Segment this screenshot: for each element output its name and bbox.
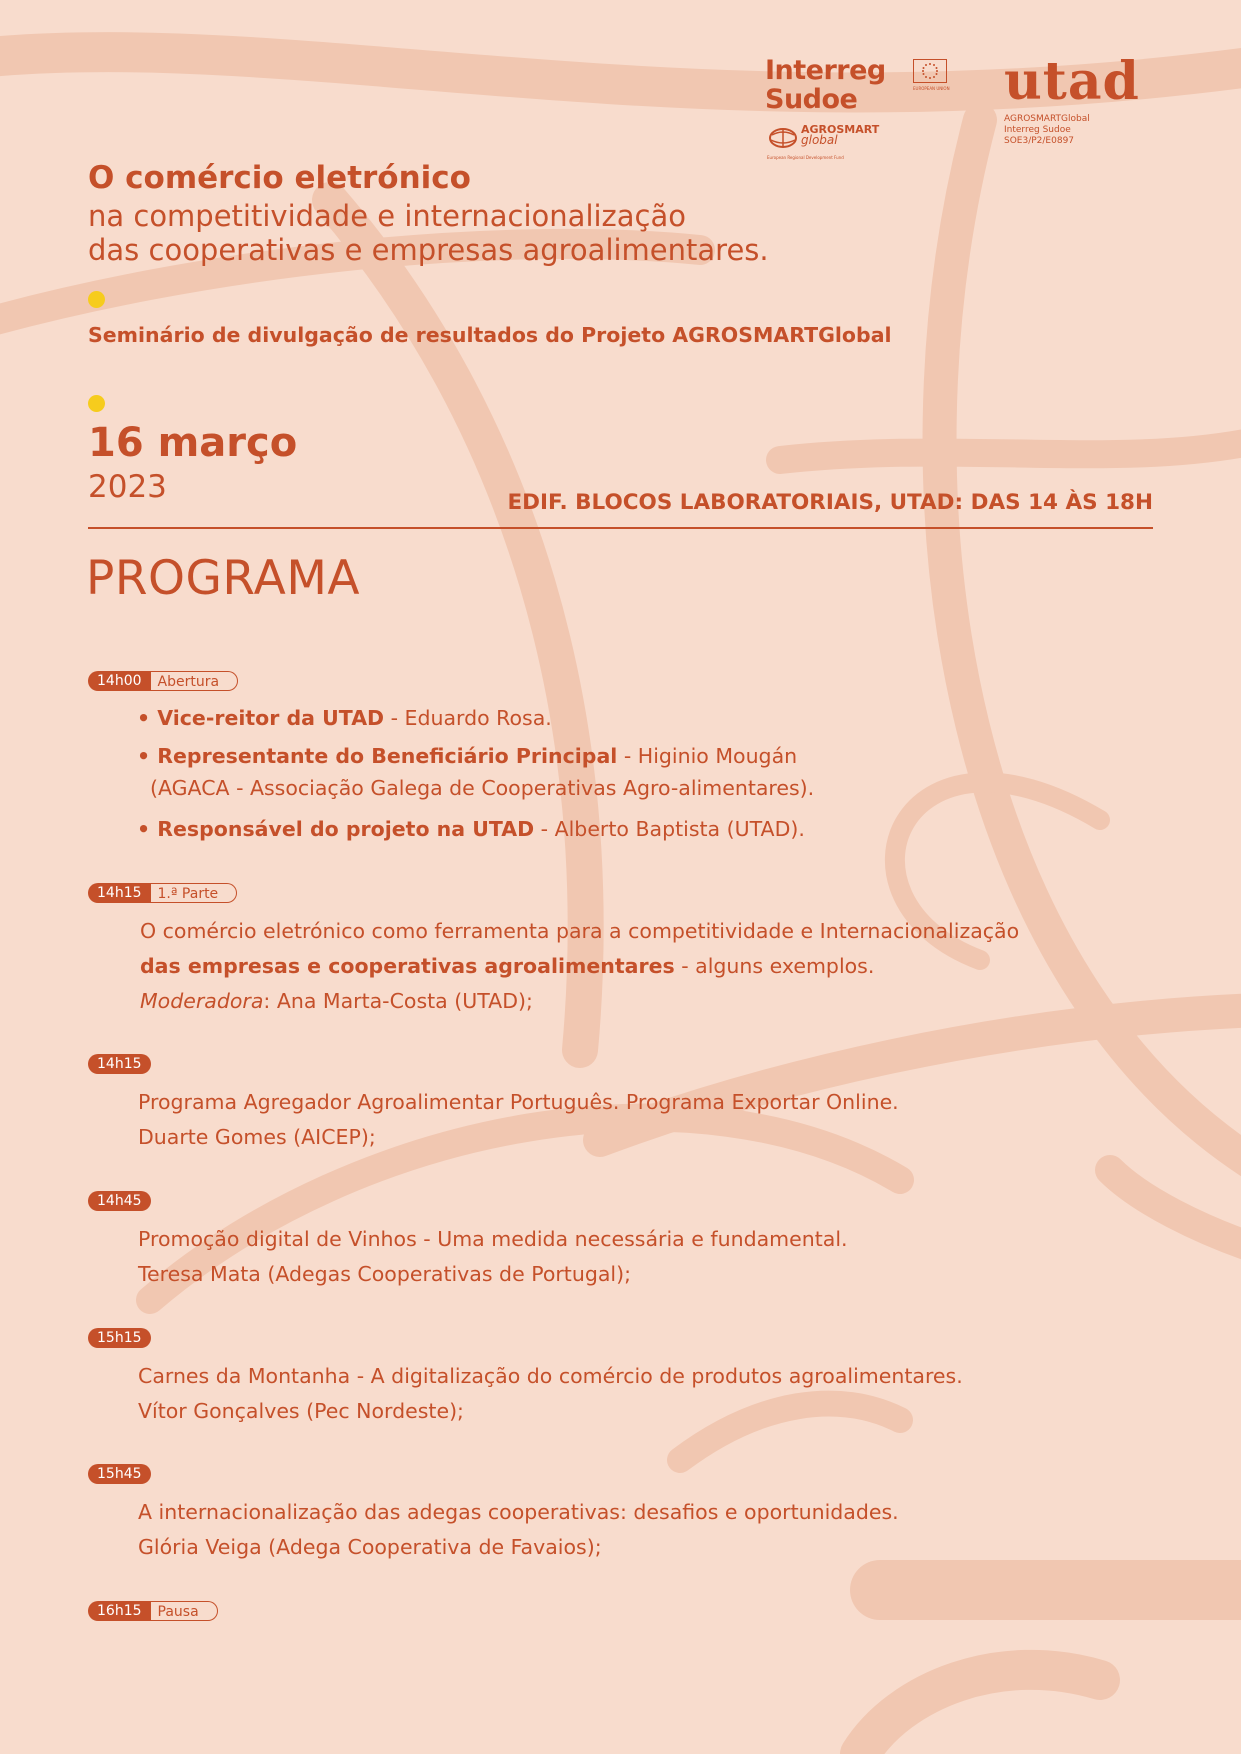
session-title: A internacionalização das adegas cooperativas: desafios e oportunidades. — [138, 1500, 899, 1524]
session-badge — [88, 1054, 151, 1074]
list-item-continuation: (AGACA - Associação Galega de Cooperativas Agro-alimentares). — [150, 776, 815, 800]
session-badge — [88, 1464, 151, 1484]
session-speaker: Duarte Gomes (AICEP); — [138, 1125, 376, 1149]
session-badge — [88, 671, 238, 691]
session-time: 14h00 — [88, 671, 151, 691]
session-badge — [88, 1328, 151, 1348]
moderator — [140, 987, 533, 1015]
list-item — [137, 742, 797, 770]
eu-flag-icon — [913, 59, 947, 83]
divider — [88, 527, 1153, 529]
session-title — [140, 952, 874, 980]
session-label: Pausa — [151, 1601, 218, 1621]
utad-caption-line: AGROSMARTGlobal — [1004, 114, 1090, 124]
page-title: O comércio eletrónico — [88, 160, 471, 196]
session-label: Abertura — [151, 671, 239, 691]
agrosmart-global-label — [801, 124, 879, 146]
session-time: 15h45 — [88, 1464, 151, 1484]
session-badge — [88, 1601, 218, 1621]
session-title-rest: - alguns exemplos. — [674, 954, 875, 978]
yellow-dot — [88, 395, 105, 412]
session-speaker: Glória Veiga (Adega Cooperativa de Favaios); — [138, 1535, 602, 1559]
event-date: 16 março — [88, 420, 298, 466]
item-role: • Vice-reitor da UTAD — [137, 706, 385, 730]
fund-caption: European Regional Development Fund — [767, 155, 844, 160]
session-time: 16h15 — [88, 1601, 151, 1621]
agrosmart-globe-icon — [768, 127, 798, 149]
item-role: • Responsável do projeto na UTAD — [137, 817, 535, 841]
utad-wordmark: utad — [1004, 51, 1140, 112]
interreg-title: Interreg Sudoe — [765, 55, 886, 115]
item-person: - Eduardo Rosa. — [384, 706, 552, 730]
item-role: • Representante do Beneficiário Principal — [137, 744, 618, 768]
session-speaker: Teresa Mata (Adegas Cooperativas de Portugal); — [138, 1262, 632, 1286]
page-subtitle — [88, 199, 769, 267]
session-badge — [88, 1191, 151, 1211]
utad-caption — [1004, 114, 1184, 147]
item-person: - Higinio Mougán — [617, 744, 798, 768]
session-title: Promoção digital de Vinhos - Uma medida necessária e fundamental. — [138, 1227, 848, 1251]
event-venue: EDIF. BLOCOS LABORATORIAIS, UTAD: DAS 14 ÀS 18H — [507, 490, 1153, 515]
session-time: 15h15 — [88, 1328, 151, 1348]
subtitle-line: das cooperativas e empresas agroalimentares. — [88, 233, 769, 267]
yellow-dot — [88, 291, 105, 308]
agrosmart-label: AGROSMART — [801, 123, 880, 136]
subtitle-line: na competitividade e internacionalização — [88, 199, 687, 233]
list-item — [137, 815, 805, 843]
moderator-label: Moderadora — [140, 989, 264, 1013]
moderator-name: : Ana Marta-Costa (UTAD); — [263, 989, 533, 1013]
interreg-sudoe-logo — [765, 56, 965, 166]
eu-flag-caption: EUROPEAN UNION — [913, 86, 950, 91]
session-speaker: Vítor Gonçalves (Pec Nordeste); — [138, 1399, 464, 1423]
utad-caption-line: SOE3/P2/E0897 — [1004, 136, 1075, 146]
session-title: Programa Agregador Agroalimentar Português. Programa Exportar Online. — [138, 1090, 899, 1114]
utad-logo — [1004, 51, 1184, 164]
program-heading: PROGRAMA — [86, 551, 361, 606]
session-time: 14h15 — [88, 1054, 151, 1074]
session-title: Carnes da Montanha - A digitalização do comércio de produtos agroalimentares. — [138, 1364, 963, 1388]
list-item — [137, 704, 552, 732]
session-time: 14h45 — [88, 1191, 151, 1211]
session-badge — [88, 883, 237, 903]
event-year: 2023 — [88, 469, 167, 505]
session-label: 1.ª Parte — [151, 883, 238, 903]
global-label: global — [801, 133, 838, 147]
utad-caption-line: Interreg Sudoe — [1004, 125, 1071, 135]
session-title-bold: das empresas e cooperativas agroalimentares — [140, 954, 675, 978]
session-title: O comércio eletrónico como ferramenta para a competitividade e Internacionalização — [140, 919, 1020, 943]
item-person: - Alberto Baptista (UTAD). — [534, 817, 805, 841]
session-time: 14h15 — [88, 883, 151, 903]
seminar-title: Seminário de divulgação de resultados do Projeto AGROSMARTGlobal — [88, 323, 892, 347]
